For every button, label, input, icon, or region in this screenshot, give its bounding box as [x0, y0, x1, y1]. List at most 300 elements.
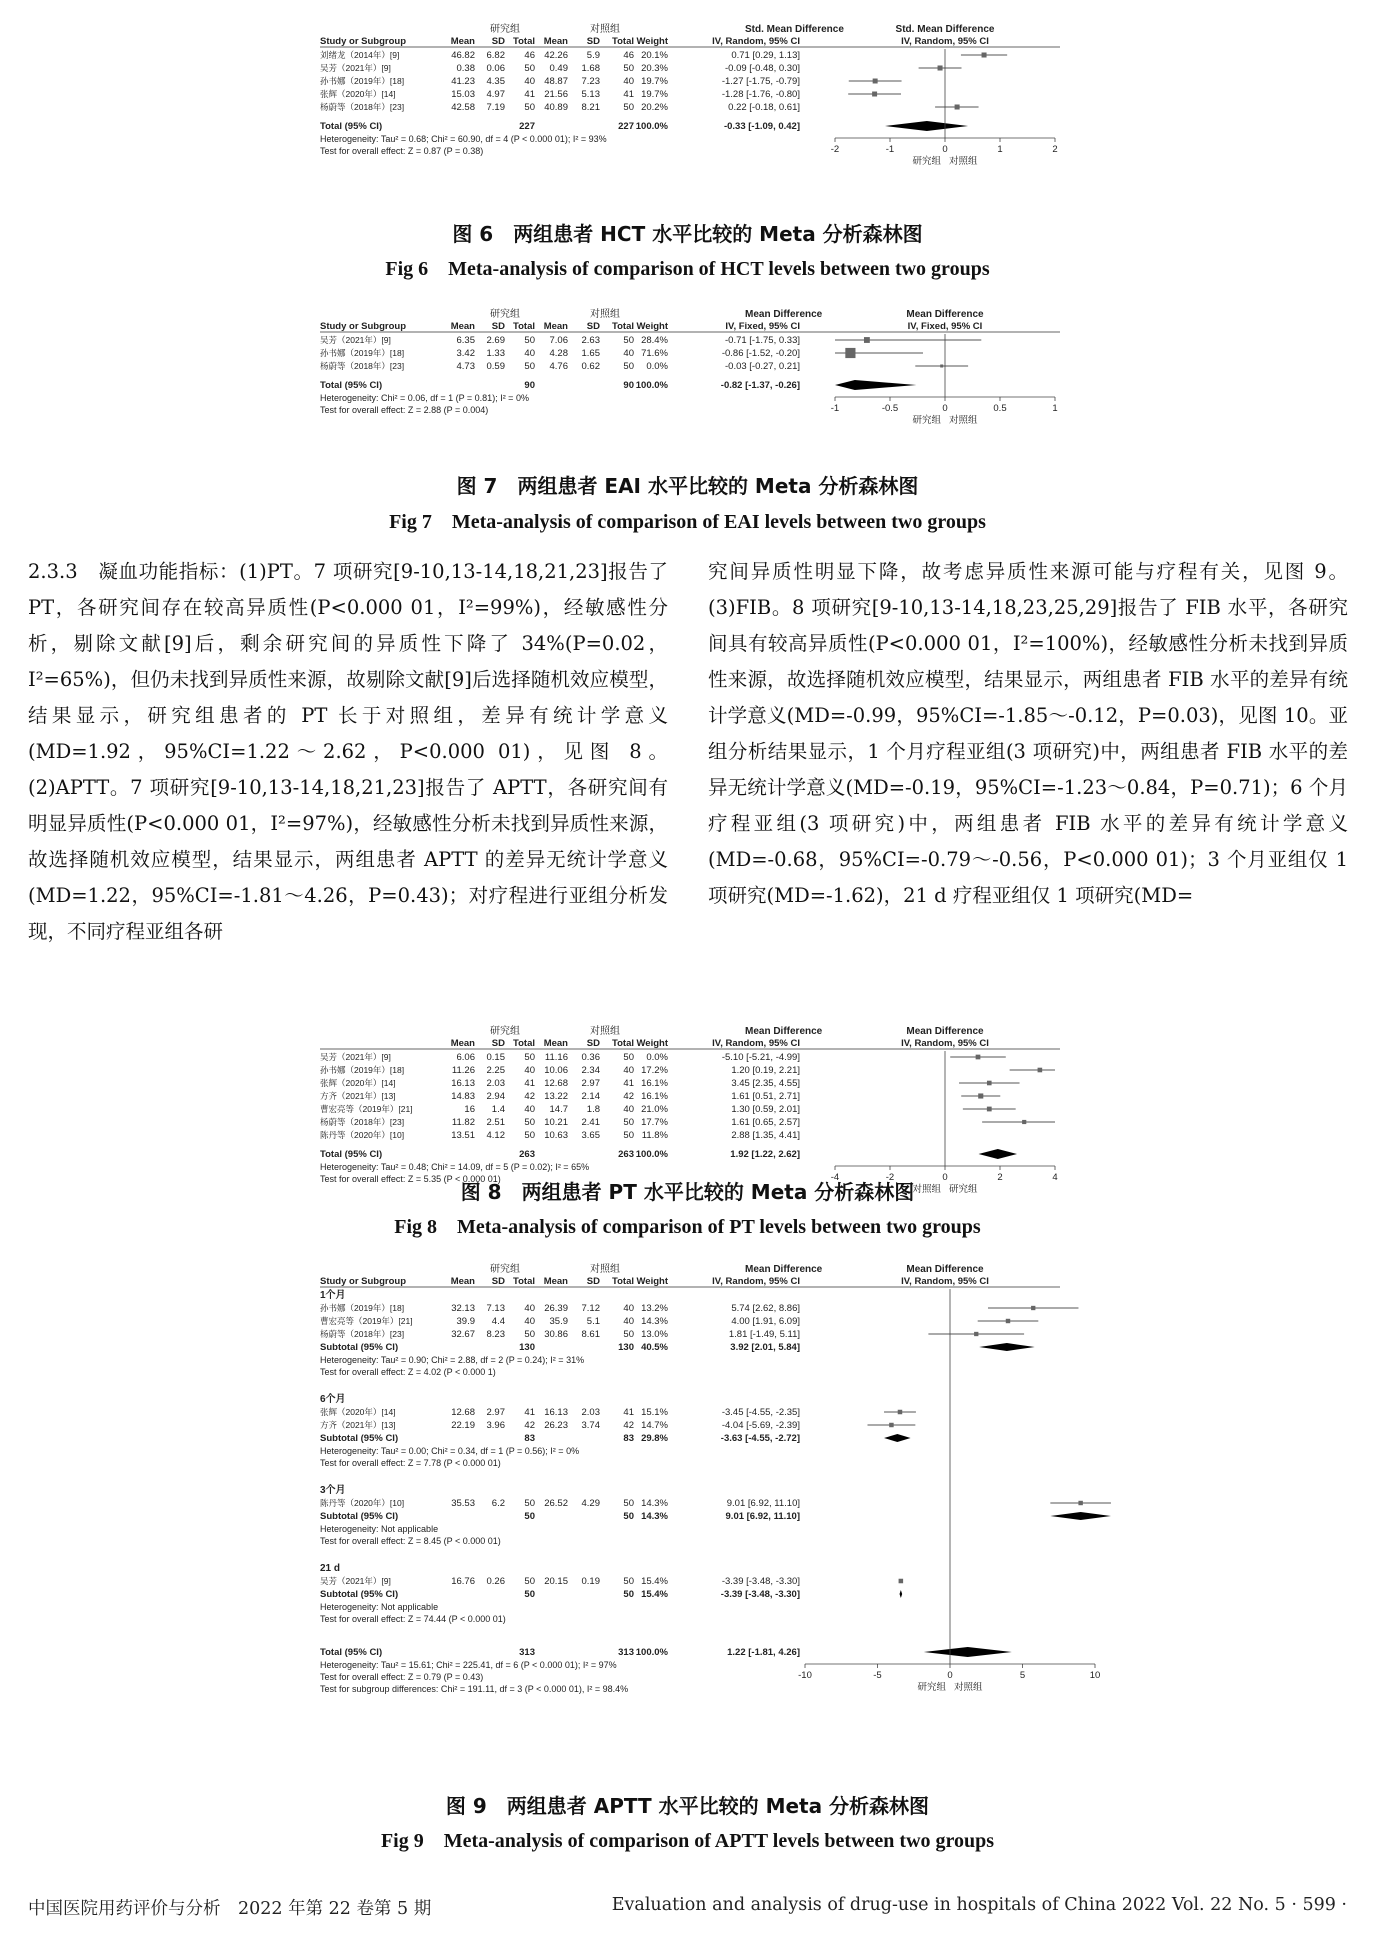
study-row-cell: 7.06 — [549, 335, 568, 346]
study-row-cell: -1.27 [-1.75, -0.79] — [721, 76, 800, 87]
subgroup-title: 1个月 — [320, 1290, 346, 1301]
study-row-cell: 10.63 — [544, 1130, 568, 1141]
x-tick-label: 5 — [1019, 1670, 1026, 1681]
study-row-cell: 2.88 [1.35, 4.41] — [731, 1130, 800, 1141]
x-tick-label: 0 — [942, 403, 948, 414]
subtotal-diamond — [884, 1434, 911, 1442]
study-row-cell: 14.7% — [641, 1420, 668, 1431]
total-estimate: -0.82 [-1.37, -0.26] — [720, 380, 800, 391]
plot-header: Mean Difference — [906, 1264, 984, 1275]
study-row-cell: 5.13 — [581, 89, 600, 100]
figure-7-caption-cn: 图 7 两组患者 EAI 水平比较的 Meta 分析森林图 — [456, 474, 919, 498]
total-weight: 100.0% — [635, 1149, 668, 1160]
column-header: Mean — [450, 321, 475, 332]
x-tick-label: -10 — [798, 1670, 812, 1681]
study-row-cell: 42 — [524, 1420, 535, 1431]
study-row-cell: 4.29 — [581, 1498, 600, 1509]
column-header: Total — [513, 1038, 535, 1049]
column-header: IV, Random, 95% CI — [712, 1276, 800, 1287]
subgroup-overall-effect: Test for overall effect: Z = 74.44 (P < 0.000 01) — [320, 1614, 506, 1624]
study-row-cell: 2.63 — [581, 335, 600, 346]
body-paragraph-left: 2.3.3 凝血功能指标：(1)PT。7 项研究[9-10,13-14,18,21,23]报告了 PT，各研究间存在较高异质性(P<0.000 01，I²=99%)，经敏感性分析，剔除文献[9]后，剩余研究间的异质性下降了 34%(P=0.02，I²=65%)，但仍未找到异质性来源，故剔除文献[9]后选择随机效应模型，结果显示，研究组患者的 PT 长于对照组，差异有统计学意义(MD=1.92，95%CI=1.22～2.62，P<0.000 01)，见图 8。(2)APTT。7 项研究[9-10,13-14,18,21,23]报告了 APTT，各研究间有明显异质性(P<0.000 01，I²=97%)，经敏感性分析未找到异质性来源，故选择随机效应模型，结果显示，两组患者 APTT 的差异无统计学意义(MD=1.22，95%CI=-1.81～4.26，P=0.43)；对疗程进行亚组分析发现，不同疗程亚组各研 — [28, 560, 668, 943]
figure-8-caption-en: Fig 8 Meta-analysis of comparison of PT levels between two groups — [394, 1216, 981, 1238]
study-row-cell: 42.58 — [451, 102, 475, 113]
study-row-cell: 50 — [623, 1052, 634, 1063]
subtotal-diamond — [1050, 1512, 1111, 1520]
subgroup-heterogeneity: Heterogeneity: Tau² = 0.90; Chi² = 2.88, df = 2 (P = 0.24); I² = 31% — [320, 1355, 585, 1365]
study-row-cell: 41 — [623, 1078, 634, 1089]
x-tick-label: 0 — [942, 1172, 948, 1183]
point-estimate — [987, 1107, 992, 1112]
column-header: SD — [491, 1038, 505, 1049]
study-row-cell: 4.76 — [549, 361, 568, 372]
study-row-cell: 41 — [524, 1407, 535, 1418]
study-row-cell: 40 — [524, 1065, 535, 1076]
footer-journal-cn: 中国医院用药评价与分析 2022 年第 22 卷第 5 期 — [28, 1899, 432, 1919]
total-heterogeneity: Heterogeneity: Tau² = 0.48; Chi² = 14.09, df = 5 (P = 0.02); I² = 65% — [320, 1162, 590, 1172]
study-row-cell: 0.71 [0.29, 1.13] — [731, 50, 800, 61]
point-estimate — [976, 1055, 981, 1060]
x-tick-label: 0 — [942, 144, 948, 155]
figure-8-caption-cn: 图 8 两组患者 PT 水平比较的 Meta 分析森林图 — [460, 1180, 915, 1204]
study-row-cell: 6.2 — [491, 1498, 505, 1509]
study-row-cell: 13.0% — [641, 1329, 668, 1340]
x-tick-label: -5 — [873, 1670, 882, 1681]
figure-9-caption-cn: 图 9 两组患者 APTT 水平比较的 Meta 分析森林图 — [445, 1794, 930, 1818]
footer-journal-en: Evaluation and analysis of drug-use in hospitals of China 2022 Vol. 22 No. 5 · 599 · — [611, 1895, 1347, 1915]
forest-plot-fig9 — [0, 1260, 1375, 1772]
total-n: 263 — [618, 1149, 634, 1160]
x-tick-label: -0.5 — [881, 403, 899, 414]
total-label: Total (95% CI) — [320, 380, 383, 391]
subtotal-diamond — [900, 1590, 903, 1598]
total-weight: 100.0% — [635, 1647, 668, 1658]
total-weight: 100.0% — [635, 121, 668, 132]
study-row-cell: -4.04 [-5.69, -2.39] — [721, 1420, 800, 1431]
study-row-cell: 1.20 [0.19, 2.21] — [731, 1065, 800, 1076]
column-header: Weight — [636, 36, 668, 47]
study-row-cell: 32.13 — [451, 1303, 475, 1314]
point-estimate — [1031, 1306, 1035, 1310]
study-row-cell: -0.09 [-0.48, 0.30] — [725, 63, 800, 74]
study-row-cell: 6.82 — [486, 50, 505, 61]
study-row-cell: 50 — [623, 1329, 634, 1340]
axis-favours-left: 研究组 — [912, 156, 941, 167]
column-header: Total — [612, 36, 634, 47]
study-row-cell: 50 — [623, 102, 634, 113]
study-row-cell: 0.0% — [646, 361, 668, 372]
study-row-cell: 杨蔚等（2018年）[23] — [320, 102, 405, 112]
x-tick-label: 4 — [1052, 1172, 1058, 1183]
total-label: Total (95% CI) — [320, 1149, 383, 1160]
study-row-cell: 陈丹等（2020年）[10] — [320, 1498, 405, 1508]
study-row-cell: 0.62 — [581, 361, 600, 372]
study-row-cell: 46 — [623, 50, 634, 61]
column-header: Weight — [636, 321, 668, 332]
x-tick-label: 1 — [997, 144, 1003, 155]
study-row-cell: 21.56 — [544, 89, 568, 100]
study-row-cell: 50 — [524, 102, 535, 113]
study-row-cell: 12.68 — [451, 1407, 475, 1418]
study-row-cell: 10.21 — [544, 1117, 568, 1128]
column-header: SD — [491, 321, 505, 332]
x-tick-label: 0 — [947, 1670, 953, 1681]
group-label-control: 对照组 — [590, 24, 620, 35]
study-row-cell: 1.30 [0.59, 2.01] — [731, 1104, 800, 1115]
study-row-cell: 2.34 — [581, 1065, 600, 1076]
study-row-cell: 16.76 — [451, 1576, 475, 1587]
study-row-cell: 50 — [623, 1130, 634, 1141]
study-row-cell: 1.61 [0.51, 2.71] — [731, 1091, 800, 1102]
point-estimate — [889, 1423, 893, 1427]
study-row-cell: 0.59 — [486, 361, 505, 372]
study-row-cell: 10.06 — [544, 1065, 568, 1076]
total-diamond — [979, 1149, 1018, 1159]
total-label: Total (95% CI) — [320, 121, 383, 132]
study-row-cell: 26.39 — [544, 1303, 568, 1314]
subtotal-weight: 29.8% — [641, 1433, 668, 1444]
study-row-cell: 方齐（2021年）[13] — [320, 1091, 396, 1101]
study-row-cell: 13.51 — [451, 1130, 475, 1141]
study-row-cell: 41 — [524, 1078, 535, 1089]
study-row-cell: 1.33 — [486, 348, 505, 359]
x-tick-label: -2 — [830, 144, 840, 155]
study-row-cell: 0.22 [-0.18, 0.61] — [728, 102, 800, 113]
study-row-cell: 20.15 — [544, 1576, 568, 1587]
figure-9-forest-plot — [0, 1260, 1375, 1772]
study-row-cell: 8.23 — [486, 1329, 505, 1340]
point-estimate — [974, 1332, 978, 1336]
body-text-left-column — [28, 554, 668, 950]
study-row-cell: 17.2% — [641, 1065, 668, 1076]
study-row-cell: 0.26 — [486, 1576, 505, 1587]
study-row-cell: 2.14 — [581, 1091, 600, 1102]
column-header: SD — [491, 36, 505, 47]
point-estimate — [938, 65, 943, 70]
column-header: Weight — [636, 1038, 668, 1049]
study-row-cell: 19.7% — [641, 89, 668, 100]
study-row-cell: 14.3% — [641, 1316, 668, 1327]
study-row-cell: 42 — [524, 1091, 535, 1102]
total-n: 227 — [519, 121, 535, 132]
study-row-cell: 41 — [524, 89, 535, 100]
study-row-cell: 50 — [623, 361, 634, 372]
subtotal-n: 83 — [524, 1433, 535, 1444]
study-row-cell: 40.89 — [544, 102, 568, 113]
study-row-cell: 吴芳（2021年）[9] — [320, 335, 391, 345]
total-overall-effect: Test for overall effect: Z = 5.35 (P < 0.000 01) — [320, 1174, 501, 1184]
figure-7-caption-en: Fig 7 Meta-analysis of comparison of EAI levels between two groups — [389, 511, 986, 533]
study-row-cell: 15.4% — [641, 1576, 668, 1587]
figure-6-caption-en: Fig 6 Meta-analysis of comparison of HCT levels between two groups — [385, 258, 990, 280]
subgroup-heterogeneity: Heterogeneity: Tau² = 0.00; Chi² = 0.34, df = 1 (P = 0.56); I² = 0% — [320, 1446, 580, 1456]
subtotal-estimate: 3.92 [2.01, 5.84] — [730, 1342, 800, 1353]
column-header: Mean — [543, 36, 568, 47]
study-row-cell: 1.61 [0.65, 2.57] — [731, 1117, 800, 1128]
study-row-cell: 16.13 — [451, 1078, 475, 1089]
study-row-cell: 4.73 — [456, 361, 475, 372]
subtotal-n: 50 — [524, 1511, 535, 1522]
study-row-cell: 11.16 — [544, 1052, 568, 1063]
study-row-cell: 50 — [623, 1498, 634, 1509]
x-tick-label: 10 — [1089, 1670, 1101, 1681]
total-label: Total (95% CI) — [320, 1647, 383, 1658]
study-row-cell: 2.51 — [486, 1117, 505, 1128]
study-row-cell: 杨蔚等（2018年）[23] — [320, 1329, 405, 1339]
total-heterogeneity: Heterogeneity: Chi² = 0.06, df = 1 (P = 0.81); I² = 0% — [320, 393, 529, 403]
study-row-cell: 50 — [623, 1117, 634, 1128]
study-row-cell: 46.82 — [451, 50, 475, 61]
stat-header: Mean Difference — [745, 1026, 823, 1037]
study-row-cell: 14.3% — [641, 1498, 668, 1509]
stat-header: Std. Mean Difference — [745, 24, 844, 35]
column-header: SD — [586, 321, 600, 332]
study-row-cell: 刘绪龙（2014年）[9] — [320, 50, 400, 60]
study-row-cell: 6.35 — [456, 335, 475, 346]
study-row-cell: 3.42 — [456, 348, 475, 359]
study-row-cell: 0.15 — [486, 1052, 505, 1063]
study-row-cell: 50 — [524, 1052, 535, 1063]
study-row-cell: 3.74 — [581, 1420, 600, 1431]
column-header: Study or Subgroup — [320, 321, 407, 332]
study-row-cell: 40 — [623, 1316, 634, 1327]
study-row-cell: 50 — [623, 335, 634, 346]
study-row-cell: -0.03 [-0.27, 0.21] — [725, 361, 800, 372]
study-row-cell: 2.69 — [486, 335, 505, 346]
column-header: Total — [612, 1038, 634, 1049]
forest-plot-fig7 — [0, 305, 1375, 455]
x-tick-label: -4 — [830, 1172, 840, 1183]
column-header: Study or Subgroup — [320, 36, 407, 47]
study-row-cell: 50 — [524, 1576, 535, 1587]
study-row-cell: 0.06 — [486, 63, 505, 74]
subtotal-n: 83 — [623, 1433, 634, 1444]
subtotal-estimate: -3.39 [-3.48, -3.30] — [720, 1589, 800, 1600]
subgroup-difference-test: Test for subgroup differences: Chi² = 191.11, df = 3 (P < 0.000 01), I² = 98.4% — [320, 1684, 629, 1694]
group-label-study: 研究组 — [490, 309, 520, 320]
axis-favours-left: 研究组 — [917, 1682, 946, 1693]
study-row-cell: 曹宏亮等（2019年）[21] — [320, 1104, 413, 1114]
study-row-cell: 40 — [524, 1303, 535, 1314]
study-row-cell: -0.71 [-1.75, 0.33] — [725, 335, 800, 346]
study-row-cell: -3.39 [-3.48, -3.30] — [721, 1576, 800, 1587]
body-text-right-column — [708, 554, 1348, 914]
point-estimate — [1006, 1319, 1010, 1323]
subgroup-title: 21 d — [320, 1563, 341, 1574]
subtotal-weight: 14.3% — [641, 1511, 668, 1522]
study-row-cell: 50 — [623, 1576, 634, 1587]
subtotal-n: 50 — [524, 1589, 535, 1600]
study-row-cell: 曹宏亮等（2019年）[21] — [320, 1316, 413, 1326]
column-header: Mean — [543, 321, 568, 332]
x-tick-label: -1 — [830, 403, 840, 414]
study-row-cell: 40 — [623, 1104, 634, 1115]
study-row-cell: 孙书娜（2019年）[18] — [320, 1065, 405, 1075]
point-estimate — [978, 1093, 983, 1098]
point-estimate — [982, 52, 987, 57]
study-row-cell: 40 — [524, 348, 535, 359]
study-row-cell: 2.97 — [581, 1078, 600, 1089]
point-estimate — [898, 1410, 903, 1415]
plot-header: Mean Difference — [906, 1026, 984, 1037]
study-row-cell: 4.28 — [549, 348, 568, 359]
study-row-cell: 吴芳（2021年）[9] — [320, 1576, 391, 1586]
study-row-cell: 吴芳（2021年）[9] — [320, 1052, 391, 1062]
subtotal-diamond — [979, 1343, 1035, 1351]
axis-favours-left: 研究组 — [912, 415, 941, 426]
figure-7-forest-plot — [0, 305, 1375, 455]
subgroup-overall-effect: Test for overall effect: Z = 7.78 (P < 0.000 01) — [320, 1458, 501, 1468]
subtotal-label: Subtotal (95% CI) — [320, 1589, 399, 1600]
study-row-cell: 32.67 — [451, 1329, 475, 1340]
point-estimate — [1038, 1068, 1043, 1073]
column-header: Total — [612, 1276, 634, 1287]
study-row-cell: 21.0% — [641, 1104, 668, 1115]
study-row-cell: 5.74 [2.62, 8.86] — [731, 1303, 800, 1314]
study-row-cell: -5.10 [-5.21, -4.99] — [721, 1052, 800, 1063]
axis-favours-right: 对照组 — [954, 1682, 983, 1693]
study-row-cell: 6.06 — [456, 1052, 475, 1063]
study-row-cell: 14.7 — [549, 1104, 568, 1115]
study-row-cell: 13.2% — [641, 1303, 668, 1314]
figure-9-caption-en: Fig 9 Meta-analysis of comparison of APTT levels between two groups — [380, 1830, 995, 1852]
study-row-cell: 39.9 — [456, 1316, 475, 1327]
column-header: IV, Fixed, 95% CI — [725, 321, 800, 332]
column-header: IV, Random, 95% CI — [712, 36, 800, 47]
study-row-cell: 9.01 [6.92, 11.10] — [726, 1498, 800, 1509]
column-header: Mean — [543, 1276, 568, 1287]
forest-plot-fig6 — [0, 20, 1375, 200]
study-row-cell: 40 — [623, 1303, 634, 1314]
study-row-cell: 14.83 — [451, 1091, 475, 1102]
study-row-cell: 50 — [524, 1498, 535, 1509]
total-n: 263 — [519, 1149, 535, 1160]
total-n: 313 — [519, 1647, 535, 1658]
column-header: Total — [612, 321, 634, 332]
study-row-cell: 22.19 — [451, 1420, 475, 1431]
study-row-cell: 20.1% — [641, 50, 668, 61]
study-row-cell: 1.81 [-1.49, 5.11] — [728, 1329, 800, 1340]
study-row-cell: 2.94 — [486, 1091, 505, 1102]
study-row-cell: 15.03 — [451, 89, 475, 100]
point-estimate — [955, 104, 960, 109]
subgroup-overall-effect: Test for overall effect: Z = 8.45 (P < 0.000 01) — [320, 1536, 501, 1546]
figure-6-forest-plot — [0, 20, 1375, 200]
subtotal-n: 130 — [519, 1342, 535, 1353]
subtotal-n: 50 — [623, 1589, 634, 1600]
column-header: Mean — [450, 1038, 475, 1049]
total-n: 227 — [618, 121, 634, 132]
subtotal-weight: 15.4% — [641, 1589, 668, 1600]
plot-method-header: IV, Random, 95% CI — [901, 1038, 989, 1049]
study-row-cell: 30.86 — [544, 1329, 568, 1340]
plot-method-header: IV, Random, 95% CI — [901, 1276, 989, 1287]
study-row-cell: 7.13 — [486, 1303, 505, 1314]
study-row-cell: 15.1% — [641, 1407, 668, 1418]
point-estimate — [845, 348, 855, 358]
column-header: Weight — [636, 1276, 668, 1287]
total-weight: 100.0% — [635, 380, 668, 391]
total-overall-effect: Test for overall effect: Z = 0.87 (P = 0.38) — [320, 146, 484, 156]
total-heterogeneity: Heterogeneity: Tau² = 0.68; Chi² = 60.90, df = 4 (P < 0.000 01); I² = 93% — [320, 134, 607, 144]
column-header: SD — [586, 36, 600, 47]
column-header: Mean — [450, 36, 475, 47]
subgroup-overall-effect: Test for overall effect: Z = 4.02 (P < 0.000 1) — [320, 1367, 496, 1377]
study-row-cell: 41.23 — [451, 76, 475, 87]
subgroup-heterogeneity: Heterogeneity: Not applicable — [320, 1602, 439, 1612]
study-row-cell: 11.26 — [451, 1065, 475, 1076]
subtotal-label: Subtotal (95% CI) — [320, 1511, 399, 1522]
study-row-cell: 41 — [623, 1407, 634, 1418]
study-row-cell: 50 — [524, 1130, 535, 1141]
total-overall-effect: Test for overall effect: Z = 2.88 (P = 0.004) — [320, 405, 489, 415]
subgroup-title: 6个月 — [320, 1394, 346, 1405]
study-row-cell: 41 — [623, 89, 634, 100]
subtotal-weight: 40.5% — [641, 1342, 668, 1353]
plot-method-header: IV, Random, 95% CI — [901, 36, 989, 47]
study-row-cell: 40 — [623, 348, 634, 359]
study-row-cell: 50 — [524, 335, 535, 346]
study-row-cell: 4.97 — [486, 89, 505, 100]
group-label-study: 研究组 — [490, 1026, 520, 1037]
study-row-cell: 2.25 — [486, 1065, 505, 1076]
stat-header: Mean Difference — [745, 309, 823, 320]
group-label-study: 研究组 — [490, 1264, 520, 1275]
study-row-cell: 0.19 — [581, 1576, 600, 1587]
total-diamond — [885, 121, 968, 131]
study-row-cell: 7.12 — [581, 1303, 600, 1314]
study-row-cell: 40 — [623, 76, 634, 87]
group-label-control: 对照组 — [590, 1026, 620, 1037]
total-estimate: 1.92 [1.22, 2.62] — [730, 1149, 800, 1160]
study-row-cell: 16.13 — [544, 1407, 568, 1418]
study-row-cell: 50 — [623, 63, 634, 74]
stat-header: Mean Difference — [745, 1264, 823, 1275]
point-estimate — [899, 1579, 904, 1584]
column-header: Total — [513, 1276, 535, 1287]
study-row-cell: 26.23 — [544, 1420, 568, 1431]
x-tick-label: 2 — [1052, 144, 1058, 155]
study-row-cell: 孙书娜（2019年）[18] — [320, 348, 405, 358]
study-row-cell: 26.52 — [544, 1498, 568, 1509]
study-row-cell: 20.3% — [641, 63, 668, 74]
axis-favours-right: 对照组 — [949, 415, 978, 426]
total-estimate: -0.33 [-1.09, 0.42] — [723, 121, 800, 132]
total-heterogeneity: Heterogeneity: Tau² = 15.61; Chi² = 225.41, df = 6 (P < 0.000 01); I² = 97% — [320, 1660, 617, 1670]
study-row-cell: 5.9 — [586, 50, 600, 61]
figure-6-caption-cn: 图 6 两组患者 HCT 水平比较的 Meta 分析森林图 — [452, 222, 923, 246]
group-label-control: 对照组 — [590, 309, 620, 320]
plot-header: Std. Mean Difference — [895, 24, 995, 35]
study-row-cell: 28.4% — [641, 335, 668, 346]
study-row-cell: 35.9 — [549, 1316, 568, 1327]
study-row-cell: 7.23 — [581, 76, 600, 87]
total-estimate: 1.22 [-1.81, 4.26] — [727, 1647, 800, 1658]
study-row-cell: 张辉（2020年）[14] — [320, 1407, 396, 1417]
subtotal-label: Subtotal (95% CI) — [320, 1433, 399, 1444]
study-row-cell: 50 — [524, 1329, 535, 1340]
study-row-cell: 40 — [524, 1316, 535, 1327]
study-row-cell: 4.00 [1.91, 6.09] — [731, 1316, 800, 1327]
study-row-cell: -0.86 [-1.52, -0.20] — [721, 348, 800, 359]
body-paragraph-right: 究间异质性明显下降，故考虑异质性来源可能与疗程有关，见图 9。(3)FIB。8 项研究[9-10,13-14,18,23,25,29]报告了 FIB 水平，各研究间具有较高异质性(P<0.000 01，I²=100%)，经敏感性分析未找到异质性来源，故选择随机效应模型，结果显示，两组患者 FIB 水平的差异有统计学意义(MD=-0.99，95%CI=-1.85～-0.12，P=0.03)，见图 10。亚组分析结果显示，1 个月疗程亚组(3 项研究)中，两组患者 FIB 水平的差异无统计学意义(MD=-0.19，95%CI=-1.23～0.84，P=0.71)；6 个月疗程亚组(3 项研究)中，两组患者 FIB 水平的差异有统计学意义(MD=-0.68，95%CI=-0.79～-0.56，P<0.000 01)；3 个月亚组仅 1 项研究(MD=-1.62)，21 d 疗程亚组仅 1 项研究(MD= — [708, 560, 1348, 907]
total-diamond — [924, 1647, 1012, 1657]
study-row-cell: 陈丹等（2020年）[10] — [320, 1130, 405, 1140]
axis-favours-right: 对照组 — [949, 156, 978, 167]
column-header: SD — [586, 1038, 600, 1049]
point-estimate — [1022, 1120, 1026, 1124]
subgroup-heterogeneity: Heterogeneity: Not applicable — [320, 1524, 439, 1534]
